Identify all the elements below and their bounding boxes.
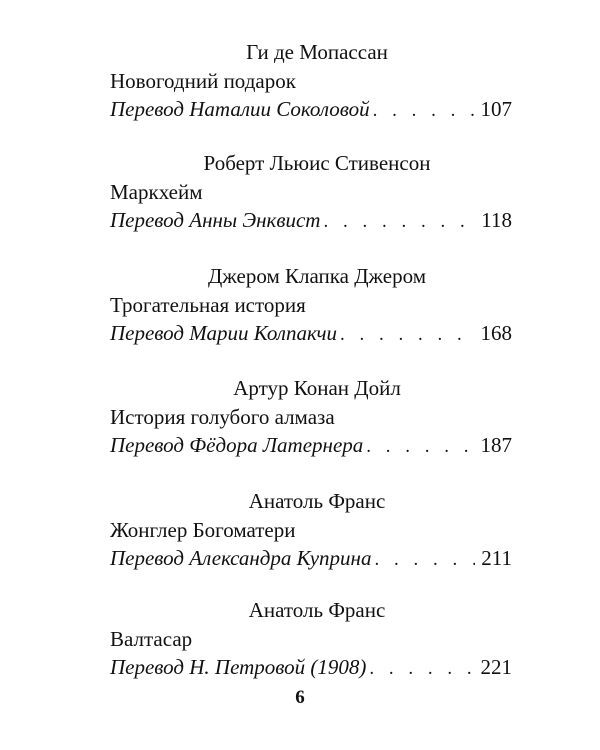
entry-translator: Перевод Анны Энквист	[110, 208, 321, 232]
entry-title: Новогодний подарок	[110, 69, 296, 93]
entry-translator-line	[110, 546, 512, 570]
entry-author: Артур Конан Дойл	[233, 376, 401, 400]
entry-title: Маркхейм	[110, 180, 203, 204]
entry-author: Джером Клапка Джером	[207, 264, 426, 288]
page-number: 6	[295, 687, 305, 708]
entry-author: Ги де Мопассан	[246, 40, 388, 64]
dot-leader	[366, 657, 474, 681]
toc-entry	[110, 376, 512, 457]
dot-leader	[320, 210, 475, 234]
entry-translator-line	[110, 433, 512, 457]
dot-leader	[370, 99, 475, 123]
entry-page-number: 187	[480, 433, 512, 457]
entry-page-number: 221	[480, 655, 512, 679]
entry-page-number: 168	[480, 321, 512, 345]
entry-title: Валтасар	[110, 627, 193, 651]
toc-entry	[110, 151, 512, 232]
toc-entry	[110, 598, 512, 679]
entry-translator: Перевод Марии Колпакчи	[110, 321, 338, 345]
entry-author: Анатоль Франс	[248, 489, 386, 513]
toc-entry	[110, 264, 512, 345]
entry-page-number: 107	[480, 97, 512, 121]
entry-page-number: 211	[481, 546, 512, 570]
dot-leader	[337, 323, 474, 347]
toc-entry	[110, 40, 512, 121]
dot-leader	[363, 435, 474, 459]
entry-translator: Перевод Александра Куприна	[110, 546, 372, 570]
entry-translator-line	[110, 655, 512, 679]
entry-translator-line	[110, 208, 512, 232]
entry-title: Трогательная история	[110, 293, 306, 317]
entry-author: Роберт Льюис Стивенсон	[203, 151, 431, 175]
entry-page-number: 118	[481, 208, 512, 232]
toc-entry	[110, 489, 512, 570]
entry-translator-line	[110, 321, 512, 345]
entry-translator: Перевод Н. Петровой (1908)	[110, 655, 367, 679]
dot-leader	[371, 548, 475, 572]
entry-title: История голубого алмаза	[110, 405, 335, 429]
entry-title: Жонглер Богоматери	[110, 518, 296, 542]
entry-author: Анатоль Франс	[248, 598, 386, 622]
entry-translator: Перевод Наталии Соколовой	[110, 97, 370, 121]
entry-translator: Перевод Фёдора Латернера	[110, 433, 364, 457]
entry-translator-line	[110, 97, 512, 121]
